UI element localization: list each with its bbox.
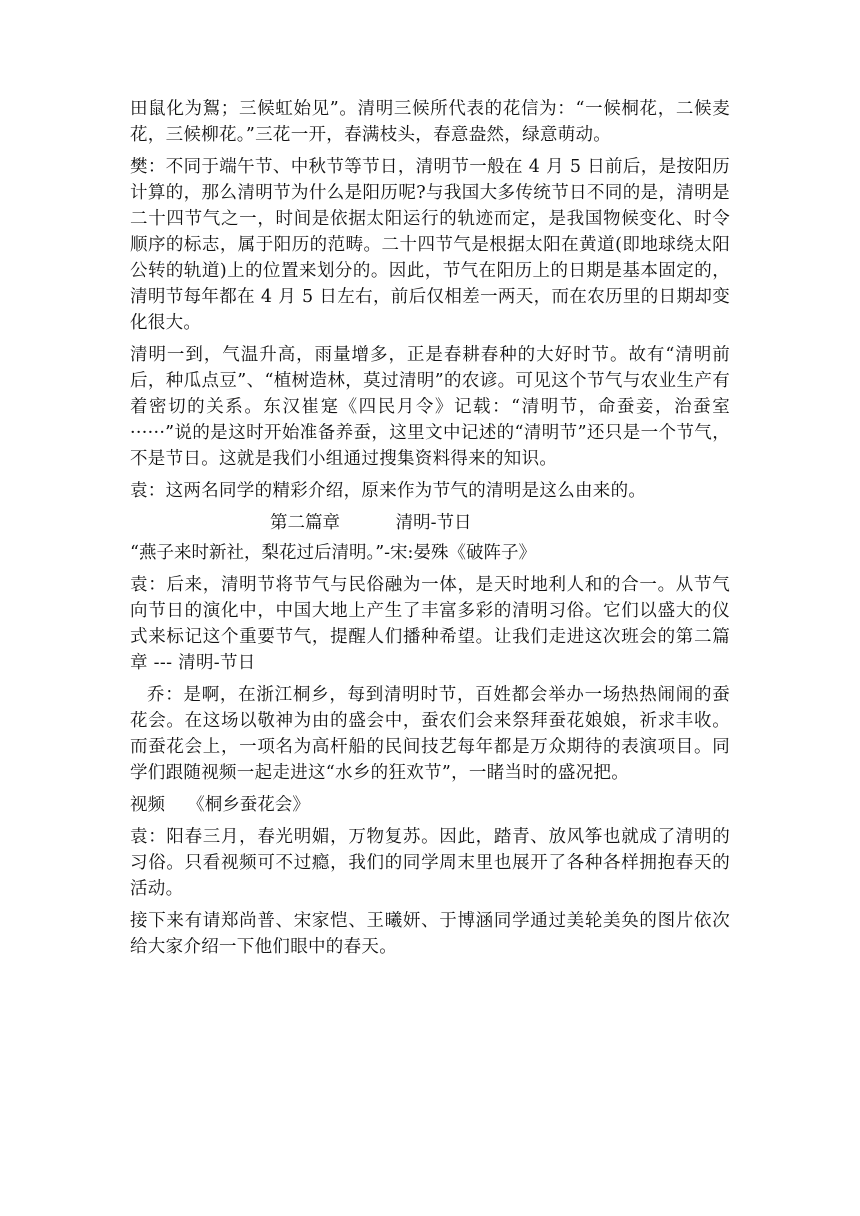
paragraph-qiao-silkworm-fair: 乔：是啊，在浙江桐乡，每到清明时节，百姓都会举办一场热热闹闹的蚕花会。在这场以敬神为由的盛会中，蚕农们会来祭拜蚕花娘娘，祈求丰收。而蚕花会上，一项名为高杆船的民间技艺每年都是万众期待的表演项目。同学们跟随视频一起走进这“水乡的狂欢节”，一睹当时的盛况把。: [130, 685, 730, 783]
chapter-heading: 第二篇章 清明-节日: [270, 513, 472, 533]
paragraph-yuan-summary: 袁：这两名同学的精彩介绍，原来作为节气的清明是这么由来的。: [130, 481, 647, 501]
poem-quote: “燕子来时新社，梨花过后清明。”-宋:晏殊《破阵子》: [130, 543, 536, 563]
paragraph-yuan-chapter-two: 袁：后来，清明节将节气与民俗融为一体，是天时地利人和的合一。从节气向节日的演化中，中国大地上产生了丰富多彩的清明习俗。它们以盛大的仪式来标记这个重要节气，提醒人们播种希望。让我们走进这次班会的第二篇章 --- 清明-节日: [130, 575, 730, 673]
document-page: [130, 96, 730, 966]
paragraph-fan-intro: 樊：不同于端午节、中秋节等节日，清明节一般在 4 月 5 日前后，是按阳历计算的，那么清明节为什么是阳历呢?与我国大多传统节日不同的是，清明是二十四节气之一，时间是依据太阳运行的轨迹而定，是我国物候变化、时令顺序的标志，属于阳历的范畴。二十四节气是根据太阳在黄道(即地球绕太阳公转的轨道)上的位置来划分的。因此，节气在阳历上的日期是基本固定的，清明节每年都在 4 月 5 日左右，前后仅相差一两天，而在农历里的日期却变化很大。: [130, 157, 730, 333]
paragraph-farming-season: 清明一到，气温升高，雨量增多，正是春耕春种的大好时节。故有“清明前后，种瓜点豆”、“植树造林，莫过清明”的农谚。可见这个节气与农业生产有着密切的关系。东汉崔寔《四民月令》记载：“清明节，命蚕妾，治蚕室······”说的是这时开始准备养蚕，这里文中记述的“清明节”还只是一个节气，不是节日。这就是我们小组通过搜集资料得来的知识。: [130, 345, 730, 469]
paragraph-introduce-students: 接下来有请郑尚普、宋家恺、王曦妍、于博涵同学通过美轮美奂的图片依次给大家介绍一下他们眼中的春天。: [130, 911, 730, 957]
video-title: 视频 《桐乡蚕花会》: [130, 795, 310, 815]
paragraph-solar-term-flowers: 田鼠化为鴽；三候虹始见”。清明三候所代表的花信为：“一候桐花，二候麦花，三候柳花。”三花一开，春满枝头，春意盎然，绿意萌动。: [130, 99, 730, 145]
paragraph-yuan-spring: 袁：阳春三月，春光明媚，万物复苏。因此，踏青、放风筝也就成了清明的习俗。只看视频可不过瘾，我们的同学周末里也展开了各种各样拥抱春天的活动。: [130, 827, 730, 899]
